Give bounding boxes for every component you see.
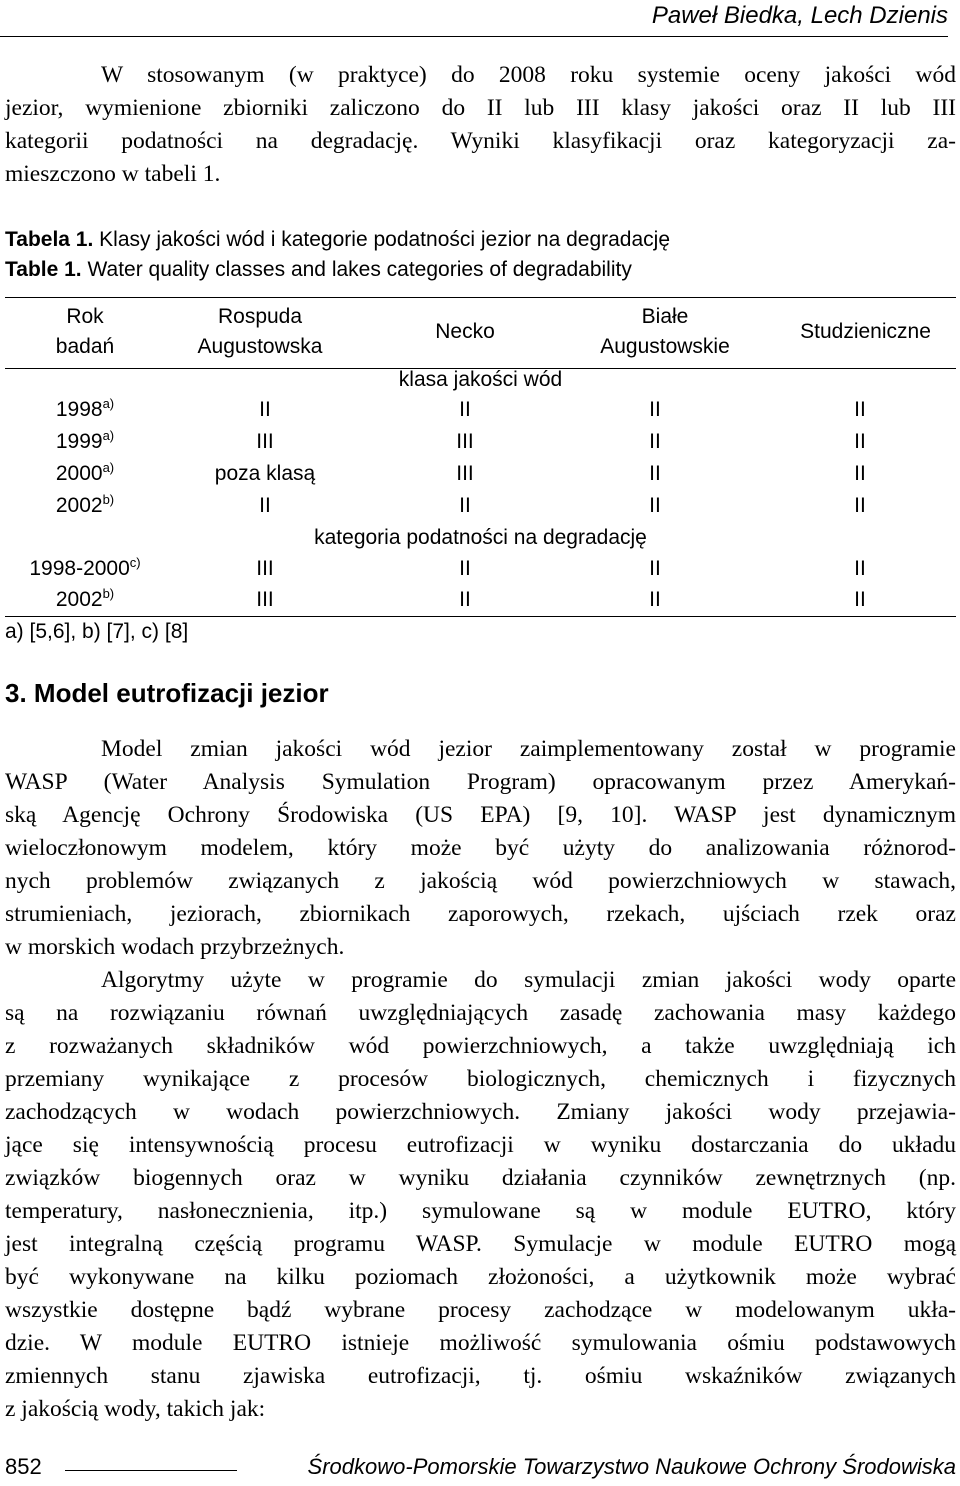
table-cell: II <box>854 557 866 580</box>
table-cell: II <box>259 398 271 421</box>
table-cell: II <box>649 588 661 611</box>
text-line: związków biogennych oraz w wyniku działania czynników zewnętrznych (np. <box>5 1165 956 1191</box>
text-line: dzie. W module EUTRO istnieje możliwość symulowania ośmiu podstawowych <box>5 1330 956 1356</box>
table-cell: II <box>459 588 471 611</box>
text-line: wieloczłonowym modelem, który może być użyty do analizowania różnorod- <box>5 835 956 861</box>
running-head <box>0 0 948 37</box>
table-cell: II <box>459 494 471 517</box>
table-cell: III <box>256 430 274 453</box>
section-label-quality: klasa jakości wód <box>398 368 563 391</box>
row-year: 1998$^{a)}$ <box>55 396 115 421</box>
table-cell: II <box>459 557 471 580</box>
table-cell: III <box>256 557 274 580</box>
journal-name: Środkowo-Pomorskie Towarzystwo Naukowe Ochrony Środowiska <box>307 1454 956 1479</box>
text-line: Model zmian jakości wód jezior zaimplementowany został w programie <box>101 736 956 762</box>
table-cell: III <box>256 588 274 611</box>
table-caption-en <box>5 253 632 286</box>
header-lake-biale: Białe Augustowskie <box>600 305 730 358</box>
intro-paragraph <box>5 59 956 191</box>
row-year: 2002$^{b)}$ <box>55 586 115 611</box>
caption-text: Water quality classes and lakes categories of degradability <box>87 258 632 281</box>
table-cell: II <box>459 398 471 421</box>
table-cell: III <box>456 462 474 485</box>
text-line: kategorii podatności na degradację. Wyniki klasyfikacji oraz kategoryzacji za- <box>5 128 956 154</box>
table-cell: II <box>854 398 866 421</box>
table-cell: II <box>649 430 661 453</box>
text-line: temperatury, nasłonecznienia, itp.) symulowane są w module EUTRO, który <box>5 1198 956 1224</box>
text-line: W stosowanym (w praktyce) do 2008 roku systemie oceny jakości wód <box>101 62 956 88</box>
data-table <box>5 297 956 617</box>
header-lake-studzieniczne: Studzieniczne <box>800 320 931 343</box>
text-line: jezior, wymienione zbiorniki zaliczono do II lub III klasy jakości oraz II lub III <box>5 95 956 121</box>
row-year: 2000$^{a)}$ <box>55 460 115 485</box>
table-cell: poza klasą <box>214 462 316 485</box>
text-line: zachodzących w wodach powierzchniowych. Zmiany jakości wody przejawia- <box>5 1099 956 1125</box>
table-cell: II <box>854 462 866 485</box>
authors: Paweł Biedka, Lech Dzienis <box>651 2 948 29</box>
text-line: jest integralną częścią programu WASP. Symulacje w module EUTRO mogą <box>5 1231 956 1257</box>
header-lake-necko: Necko <box>435 320 495 343</box>
page-number: 852 <box>5 1454 42 1479</box>
text-line: wszystkie dostępne bądź wybrane procesy zachodzące w modelowanym ukła- <box>5 1297 956 1323</box>
row-year: 1999$^{a)}$ <box>55 428 115 453</box>
text-line: mieszczono w tabeli 1. <box>5 161 221 187</box>
text-line: przemiany wynikające z procesów biologicznych, chemicznych i fizycznych <box>5 1066 956 1092</box>
caption-label: Table 1. <box>5 258 82 281</box>
table-footnote: a) [5,6], b) [7], c) [8] <box>5 620 189 643</box>
text-line: z rozważanych składników wód powierzchniowych, a także uwzględniają ich <box>5 1033 956 1059</box>
header-lake-rospuda: Rospuda Augustowska <box>197 305 323 358</box>
text-line: jące się intensywnością procesu eutrofizacji w wyniku dostarczania do układu <box>5 1132 956 1158</box>
table-cell: II <box>649 462 661 485</box>
page-footer <box>5 1452 956 1486</box>
row-year: 2002$^{b)}$ <box>55 492 115 517</box>
text-line: strumieniach, jeziorach, zbiornikach zaporowych, rzekach, ujściach rzek oraz <box>5 901 956 927</box>
footer-rule <box>65 1470 237 1471</box>
paragraph-1 <box>5 733 956 964</box>
text-line: są na rozwiązaniu równań uwzględniających zasadę zachowania masy każdego <box>5 1000 956 1026</box>
text-line: być wykonywane na kilku poziomach złożoności, a użytkownik może wybrać <box>5 1264 956 1290</box>
section-label-category: kategoria podatności na degradację <box>314 526 647 549</box>
text-line: zmiennych stanu zjawiska eutrofizacji, tj. ośmiu wskaźników związanych <box>5 1363 956 1389</box>
table-cell: II <box>854 494 866 517</box>
caption-label: Tabela 1. <box>5 228 94 251</box>
table-cell: II <box>649 494 661 517</box>
text-line: w morskich wodach przybrzeżnych. <box>5 934 345 960</box>
text-line: WASP (Water Analysis Symulation Program) opracowanym przez Amerykań- <box>5 769 956 795</box>
row-year: 1998-2000$^{c)}$ <box>29 555 141 580</box>
table-cell: II <box>854 588 866 611</box>
table-cell: III <box>456 430 474 453</box>
table-cell: II <box>854 430 866 453</box>
caption-text: Klasy jakości wód i kategorie podatności jezior na degradację <box>99 228 670 251</box>
text-line: ską Agencję Ochrony Środowiska (US EPA) [9, 10]. WASP jest dynamicznym <box>5 802 956 828</box>
table-cell: II <box>649 398 661 421</box>
table-caption-pl <box>5 223 670 256</box>
text-line: z jakością wody, takich jak: <box>5 1396 266 1422</box>
table-cell: II <box>259 494 271 517</box>
section-title: 3. Model eutrofizacji jezior <box>5 678 329 708</box>
text-line: Algorytmy użyte w programie do symulacji zmian jakości wody oparte <box>101 967 956 993</box>
text-line: nych problemów związanych z jakością wód powierzchniowych w stawach, <box>5 868 956 894</box>
table-cell: II <box>649 557 661 580</box>
header-year: Rok badań <box>55 305 115 358</box>
paragraph-2 <box>5 964 956 1426</box>
